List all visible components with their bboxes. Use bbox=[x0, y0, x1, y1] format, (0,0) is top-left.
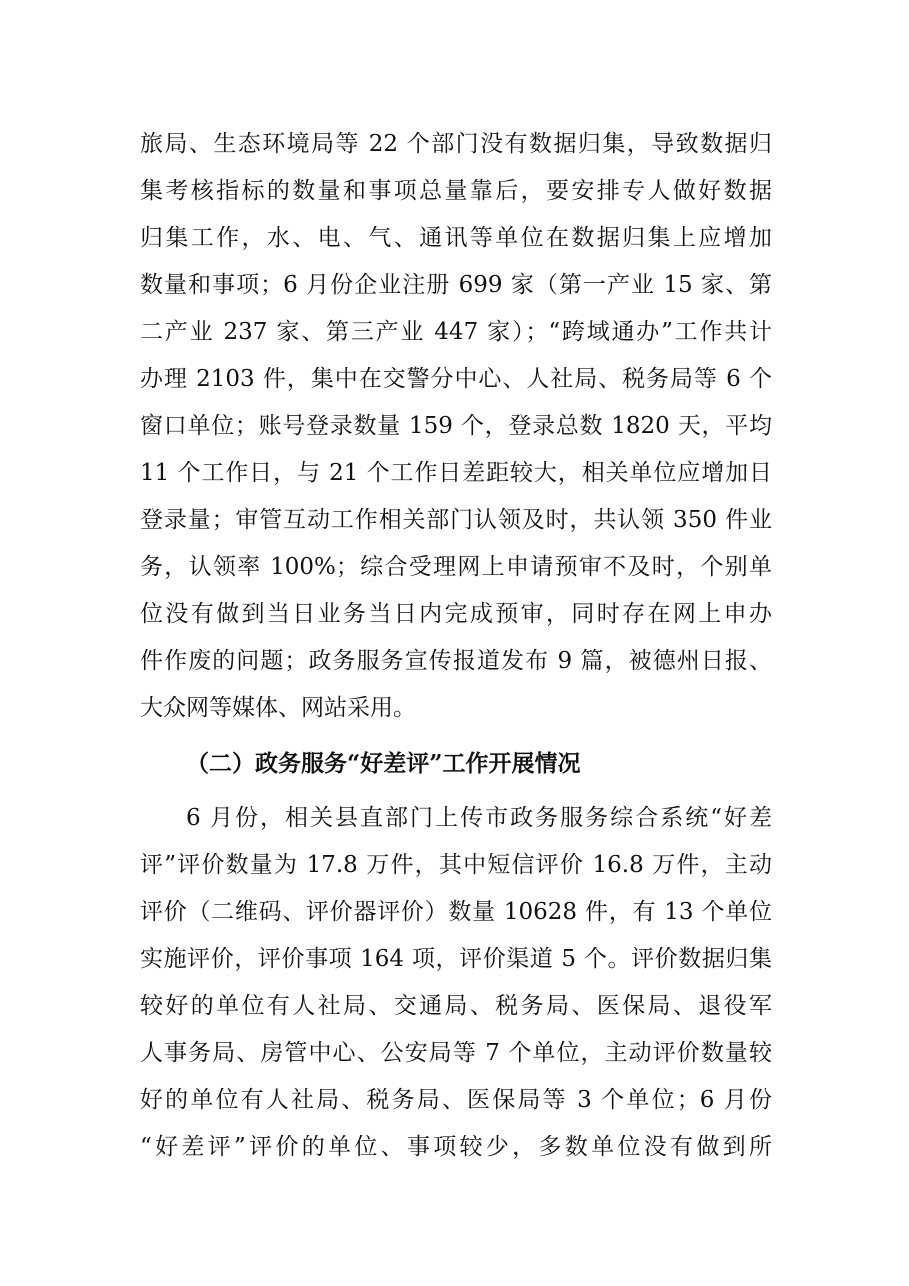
paragraph-line: 人事务局、房管中心、公安局等 7 个单位，主动评价数量较 bbox=[140, 1040, 772, 1066]
paragraph-line: 务，认领率 100%；综合受理网上申请预审不及时，个别单 bbox=[140, 554, 772, 580]
paragraph-line: 实施评价，评价事项 164 项，评价渠道 5 个。评价数据归集 bbox=[140, 946, 772, 972]
paragraph-line: 好的单位有人社局、税务局、医保局等 3 个单位；6 月份 bbox=[140, 1087, 772, 1113]
paragraph-line: 集考核指标的数量和事项总量靠后，要安排专人做好数据 bbox=[140, 178, 772, 204]
paragraph-line: 数量和事项；6 月份企业注册 699 家（第一产业 15 家、第 bbox=[140, 272, 772, 298]
paragraph-line: 评”评价数量为 17.8 万件，其中短信评价 16.8 万件，主动 bbox=[140, 852, 772, 878]
paragraph-line: 归集工作，水、电、气、通讯等单位在数据归集上应增加 bbox=[140, 225, 772, 251]
section-2-heading: （二）政务服务“好差评”工作开展情况 bbox=[186, 750, 581, 777]
paragraph-line: 登录量；审管互动工作相关部门认领及时，共认领 350 件业 bbox=[140, 507, 772, 533]
paragraph-line: “好差评”评价的单位、事项较少，多数单位没有做到所 bbox=[140, 1134, 772, 1160]
paragraph-line: 大众网等媒体、网站采用。 bbox=[140, 695, 416, 721]
paragraph-line: 6 月份，相关县直部门上传市政务服务综合系统“好差 bbox=[186, 805, 772, 831]
paragraph-line: 评价（二维码、评价器评价）数量 10628 件，有 13 个单位 bbox=[140, 899, 772, 925]
paragraph-line: 件作废的问题；政务服务宣传报道发布 9 篇，被德州日报、 bbox=[140, 648, 772, 674]
paragraph-line: 位没有做到当日业务当日内完成预审，同时存在网上申办 bbox=[140, 601, 772, 627]
paragraph-line: 窗口单位；账号登录数量 159 个，登录总数 1820 天，平均 bbox=[140, 413, 772, 439]
paragraph-line: 较好的单位有人社局、交通局、税务局、医保局、退役军 bbox=[140, 993, 772, 1019]
paragraph-line: 旅局、生态环境局等 22 个部门没有数据归集，导致数据归 bbox=[140, 131, 772, 157]
paragraph-line: 二产业 237 家、第三产业 447 家）；“跨域通办”工作共计 bbox=[140, 319, 772, 345]
paragraph-line: 办理 2103 件，集中在交警分中心、人社局、税务局等 6 个 bbox=[140, 366, 772, 392]
paragraph-line: 11 个工作日，与 21 个工作日差距较大，相关单位应增加日 bbox=[140, 460, 772, 486]
